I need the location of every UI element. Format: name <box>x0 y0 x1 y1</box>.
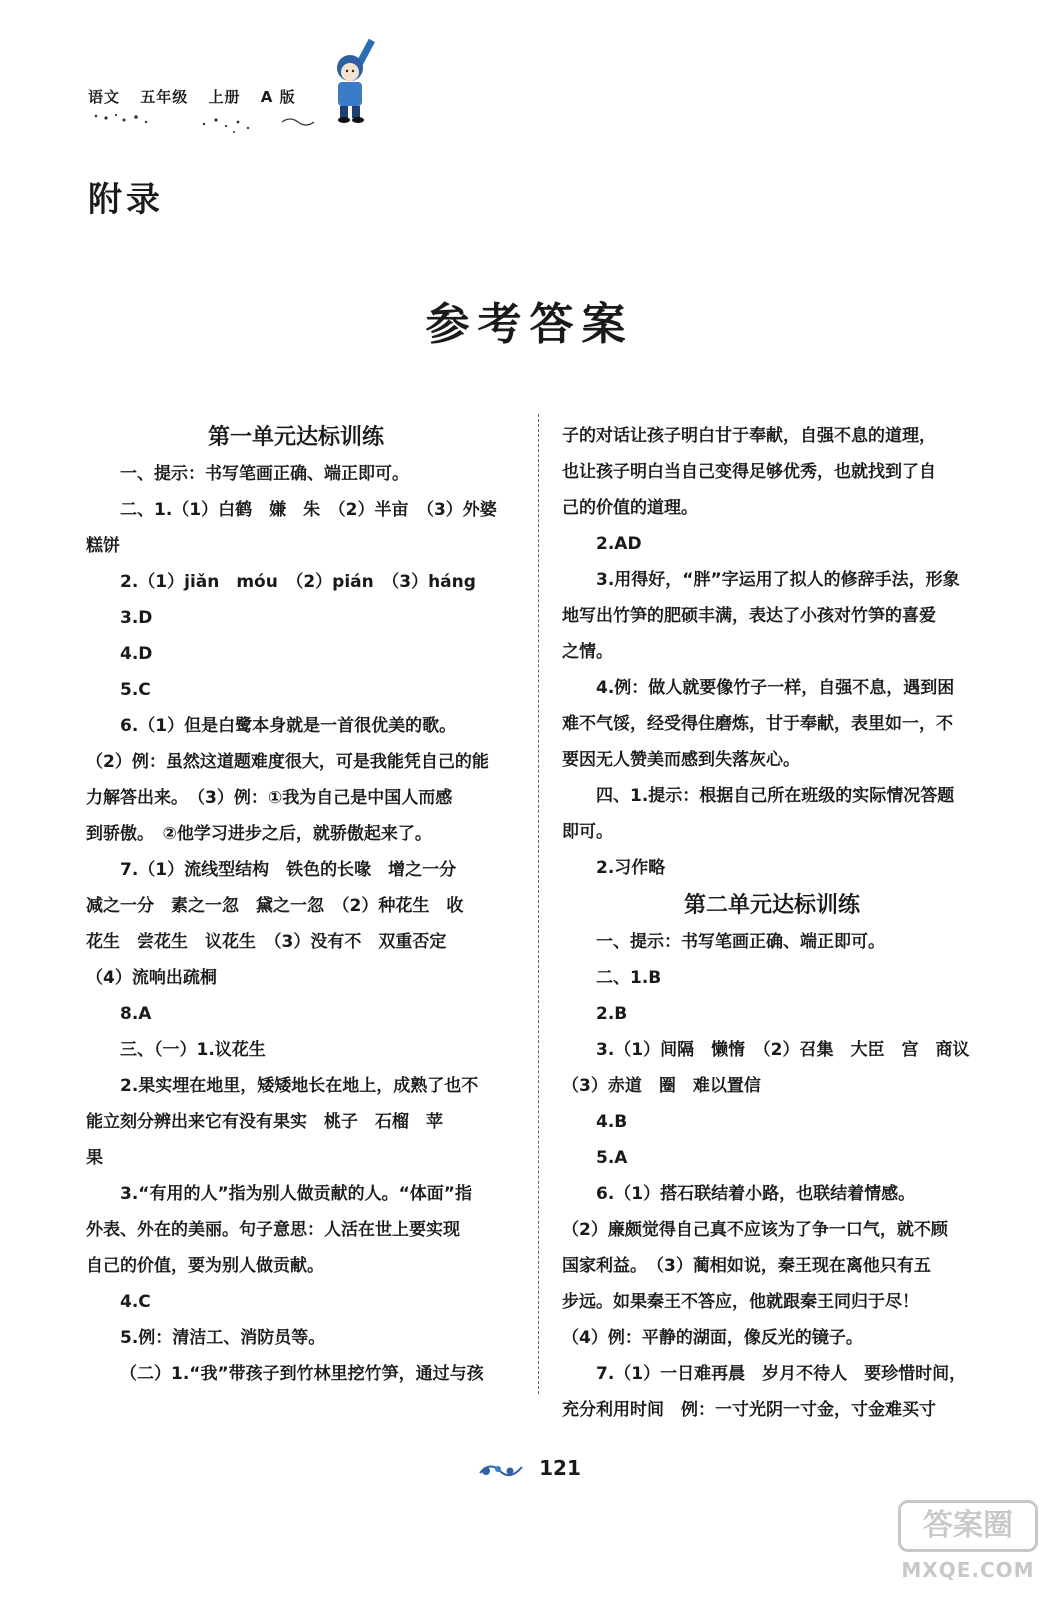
answer-line: 6.（1）搭石联结着小路，也联结着情感。 <box>596 1184 916 1204</box>
boy-with-pencil-icon <box>318 38 390 124</box>
page-footer <box>0 1456 1059 1481</box>
answer-line: 己的价值的道理。 <box>562 498 698 518</box>
answer-line: 减之一分 素之一忽 黛之一忽 （2）种花生 收 <box>86 896 464 916</box>
answer-line: 难不气馁，经受得住磨炼，甘于奉献，表里如一，不 <box>562 714 953 734</box>
answer-line: 能立刻分辨出来它有没有果实 桃子 石榴 苹 <box>86 1112 443 1132</box>
answer-line: （2）廉颇觉得自己真不应该为了争一口气，就不顾 <box>562 1220 948 1240</box>
answer-line: 3.“有用的人”指为别人做贡献的人。“体面”指 <box>120 1184 472 1204</box>
answer-line: 2.AD <box>596 534 642 554</box>
answer-line: （4）例：平静的湖面，像反光的镜子。 <box>562 1328 863 1348</box>
flower-vine-icon <box>478 1459 524 1481</box>
answer-line: 4.C <box>120 1292 151 1312</box>
answer-line: 之情。 <box>562 642 613 662</box>
answer-line: 二、1.（1）白鹤 嫌 朱 （2）半亩 （3）外婆 <box>120 500 497 520</box>
answer-line: 5.例：清洁工、消防员等。 <box>120 1328 326 1348</box>
answer-line: 国家利益。 （3）蔺相如说，秦王现在离他只有五 <box>562 1256 931 1276</box>
answer-line: 5.A <box>596 1148 628 1168</box>
appendix-title: 附录 <box>88 180 164 220</box>
header-edition: A 版 <box>260 88 296 106</box>
answer-line: 糕饼 <box>86 536 120 556</box>
answer-line: 一、提示：书写笔画正确、端正即可。 <box>120 464 409 484</box>
answer-line: （4）流响出疏桐 <box>86 968 217 988</box>
answer-line: 地写出竹笋的肥硕丰满，表达了小孩对竹笋的喜爱 <box>562 606 936 626</box>
answer-line: 3.（1）间隔 懒惰 （2）召集 大臣 宫 商议 <box>596 1040 970 1060</box>
section-heading: 第二单元达标训练 <box>683 892 860 918</box>
header-grade: 五年级 <box>140 88 189 106</box>
page-number: 121 <box>539 1456 581 1480</box>
left-answer-column <box>86 418 506 1392</box>
answer-line: 6.（1）但是白鹭本身就是一首很优美的歌。 <box>120 716 457 736</box>
answer-line: 4.例：做人就要像竹子一样，自强不息，遇到困 <box>596 678 955 698</box>
page-title: 参考答案 <box>425 299 634 350</box>
answer-line: 到骄傲。 ②他学习进步之后，就骄傲起来了。 <box>86 824 432 844</box>
answer-line: 外表、外在的美丽。句子意思：人活在世上要实现 <box>86 1220 460 1240</box>
answer-line: 自己的价值，要为别人做贡献。 <box>86 1256 324 1276</box>
answer-line: 2.果实埋在地里，矮矮地长在地上，成熟了也不 <box>120 1076 479 1096</box>
answer-line: 四、1.提示：根据自己所在班级的实际情况答题 <box>596 786 955 806</box>
answer-line: 充分利用时间 例：一寸光阴一寸金，寸金难买寸 <box>562 1400 936 1420</box>
answer-line: 2.（1）jiǎn móu （2）pián （3）háng <box>120 572 476 592</box>
answer-line: 4.D <box>120 644 153 664</box>
answer-line: 也让孩子明白当自己变得足够优秀，也就找到了自 <box>562 462 936 482</box>
right-answer-column <box>562 418 982 1428</box>
answer-line: 即可。 <box>562 822 613 842</box>
answer-line: 力解答出来。 （3）例：①我为自己是中国人而感 <box>86 788 453 808</box>
answer-line: 4.B <box>596 1112 628 1132</box>
section-heading: 第一单元达标训练 <box>207 424 384 450</box>
answer-line: （2）例：虽然这道题难度很大，可是我能凭自己的能 <box>86 752 489 772</box>
answer-line: 子的对话让孩子明白甘于奉献，自强不息的道理， <box>562 426 936 446</box>
answer-line: 一、提示：书写笔画正确、端正即可。 <box>596 932 885 952</box>
header-volume: 上册 <box>208 88 241 106</box>
header-subject: 语文 <box>88 88 121 106</box>
answer-line: 3.D <box>120 608 153 628</box>
answer-line: 5.C <box>120 680 151 700</box>
answer-line: 花生 尝花生 议花生 （3）没有不 双重否定 <box>86 932 447 952</box>
column-divider <box>538 414 539 1394</box>
answer-line: 7.（1）一日难再晨 岁月不待人 要珍惜时间， <box>596 1364 967 1384</box>
answer-line: 步远。如果秦王不答应，他就跟秦王同归于尽！ <box>562 1292 919 1312</box>
answer-line: 7.（1）流线型结构 铁色的长喙 增之一分 <box>120 860 457 880</box>
answer-line: 果 <box>86 1148 103 1168</box>
header-dots-decoration <box>92 110 332 140</box>
watermark-url: MXQE.COM <box>901 1558 1035 1582</box>
answer-line: （二）1.“我”带孩子到竹林里挖竹笋，通过与孩 <box>120 1364 484 1384</box>
answer-line: 要因无人赞美而感到失落灰心。 <box>562 750 800 770</box>
answer-line: （3）赤道 圈 难以置信 <box>562 1076 761 1096</box>
answer-line: 2.B <box>596 1004 628 1024</box>
book-header <box>88 86 310 107</box>
answer-line: 二、1.B <box>596 968 662 988</box>
site-watermark <box>898 1500 1038 1588</box>
answer-line: 8.A <box>120 1004 152 1024</box>
answer-line: 三、（一）1.议花生 <box>120 1040 266 1060</box>
answer-line: 2.习作略 <box>596 858 666 878</box>
answer-line: 3.用得好，“胖”字运用了拟人的修辞手法，形象 <box>596 570 960 590</box>
watermark-logo: 答案圈 <box>898 1500 1038 1552</box>
